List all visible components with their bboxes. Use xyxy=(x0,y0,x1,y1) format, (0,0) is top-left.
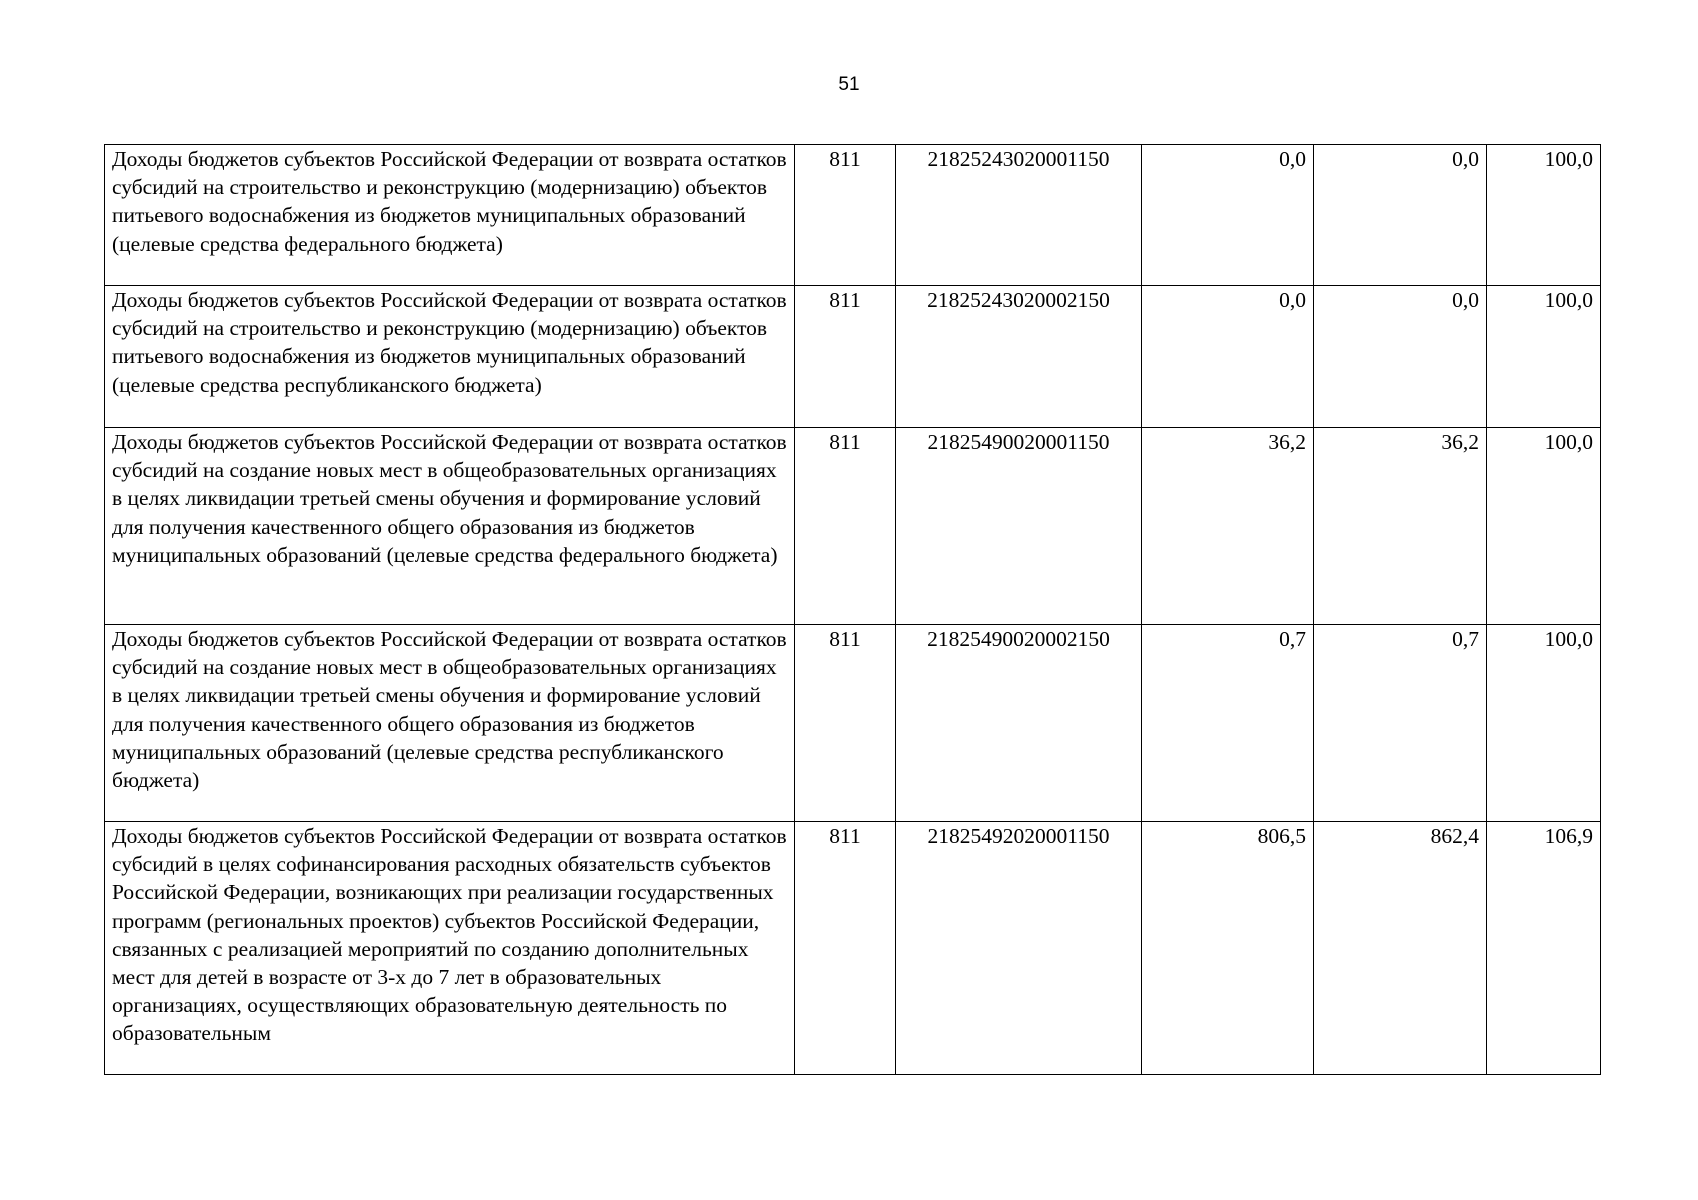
admin-code: 811 xyxy=(795,822,896,1075)
table-row xyxy=(105,822,1601,1075)
admin-code: 811 xyxy=(795,286,896,428)
admin-code: 811 xyxy=(795,428,896,625)
percent-value: 100,0 xyxy=(1487,428,1601,625)
planned-value: 806,5 xyxy=(1142,822,1314,1075)
planned-value: 0,7 xyxy=(1142,625,1314,822)
admin-code: 811 xyxy=(795,145,896,286)
table-row xyxy=(105,145,1601,286)
actual-value: 862,4 xyxy=(1314,822,1487,1075)
table-row xyxy=(105,428,1601,625)
income-table xyxy=(104,144,1601,1075)
income-description: Доходы бюджетов субъектов Российской Федерации от возврата остатков субсидий на строительство и реконструкцию (модернизацию) объектов питьевого водоснабжения из бюджетов муниципальных образований (целевые средства республиканского бюджета) xyxy=(105,286,795,428)
percent-value: 100,0 xyxy=(1487,145,1601,286)
table-row xyxy=(105,286,1601,428)
income-code: 21825492020001150 xyxy=(896,822,1142,1075)
income-description: Доходы бюджетов субъектов Российской Федерации от возврата остатков субсидий на строительство и реконструкцию (модернизацию) объектов питьевого водоснабжения из бюджетов муниципальных образований (целевые средства федерального бюджета) xyxy=(105,145,795,286)
actual-value: 0,0 xyxy=(1314,145,1487,286)
income-description: Доходы бюджетов субъектов Российской Федерации от возврата остатков субсидий на создание новых мест в общеобразовательных организациях в целях ликвидации третьей смены обучения и формирование условий для получения качественного общего образования из бюджетов муниципальных образований (целевые средства федерального бюджета) xyxy=(105,428,795,625)
income-code: 21825490020001150 xyxy=(896,428,1142,625)
percent-value: 100,0 xyxy=(1487,625,1601,822)
percent-value: 100,0 xyxy=(1487,286,1601,428)
page-number: 51 xyxy=(838,74,860,95)
income-code: 21825490020002150 xyxy=(896,625,1142,822)
income-code: 21825243020001150 xyxy=(896,145,1142,286)
planned-value: 0,0 xyxy=(1142,286,1314,428)
income-description: Доходы бюджетов субъектов Российской Федерации от возврата остатков субсидий в целях софинансирования расходных обязательств субъектов Российской Федерации, возникающих при реализации государственных программ (региональных проектов) субъектов Российской Федерации, связанных с реализацией мероприятий по созданию дополнительных мест для детей в возрасте от 3-х до 7 лет в образовательных организациях, осуществляющих образовательную деятельность по образовательным xyxy=(105,822,795,1075)
actual-value: 0,0 xyxy=(1314,286,1487,428)
planned-value: 0,0 xyxy=(1142,145,1314,286)
admin-code: 811 xyxy=(795,625,896,822)
percent-value: 106,9 xyxy=(1487,822,1601,1075)
planned-value: 36,2 xyxy=(1142,428,1314,625)
actual-value: 0,7 xyxy=(1314,625,1487,822)
actual-value: 36,2 xyxy=(1314,428,1487,625)
table-row xyxy=(105,625,1601,822)
income-description: Доходы бюджетов субъектов Российской Федерации от возврата остатков субсидий на создание новых мест в общеобразовательных организациях в целях ликвидации третьей смены обучения и формирование условий для получения качественного общего образования из бюджетов муниципальных образований (целевые средства республиканского бюджета) xyxy=(105,625,795,822)
income-code: 21825243020002150 xyxy=(896,286,1142,428)
